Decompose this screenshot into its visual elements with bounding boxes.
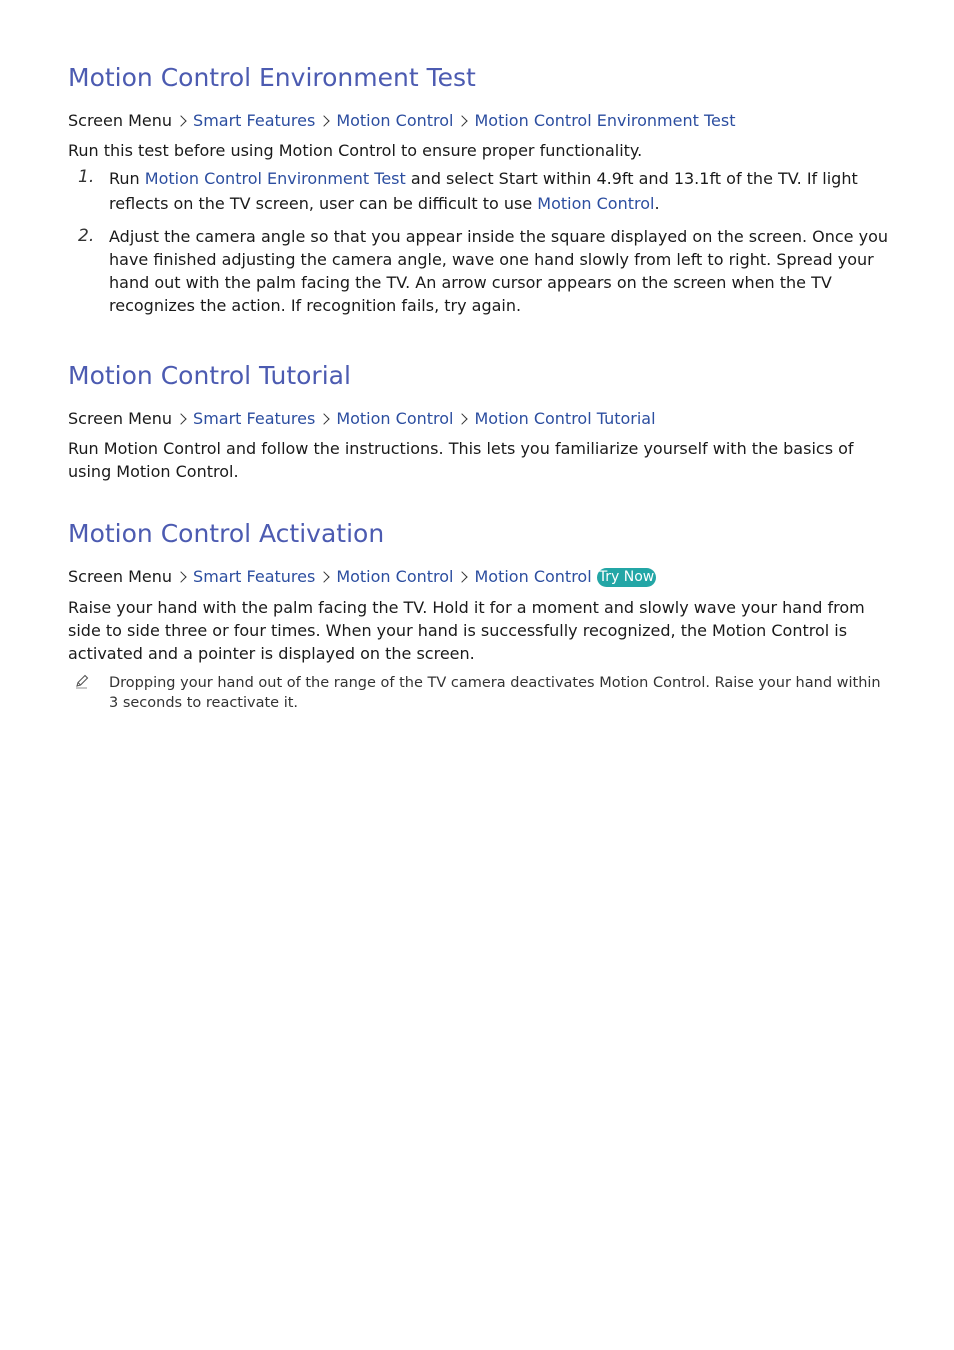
tutorial-body: Run Motion Control and follow the instructions. This lets you familiarize yourself with the basics of using Motion Control. [68,439,854,481]
breadcrumb-link-motion-control[interactable]: Motion Control [336,111,454,130]
breadcrumb [68,567,656,587]
chevron-right-icon [319,413,330,424]
section-title-environment-test: Motion Control Environment Test [68,63,476,92]
breadcrumb [68,111,736,130]
breadcrumb-link-environment-test[interactable]: Motion Control Environment Test [474,111,736,130]
breadcrumb-link-smart-features[interactable]: Smart Features [193,567,316,586]
breadcrumb-link-smart-features[interactable]: Smart Features [193,111,316,130]
try-now-button[interactable]: Try Now [598,569,655,585]
chevron-right-icon [319,115,330,126]
chevron-right-icon [175,571,186,582]
note-text: Dropping your hand out of the range of the TV camera deactivates Motion Control. Raise your hand within 3 seconds to reactivate it. [109,675,881,711]
chevron-right-icon [457,115,468,126]
step-text-part: . [654,194,660,213]
step-text: Adjust the camera angle so that you appear inside the square displayed on the screen. Once you have finished adjusting the camera angle, wave one hand slowly from left to right. Spread your hand out with the palm facing the TV. An arrow cursor appears on the screen when the TV recognizes the action. If recognition fails, try again. [109,227,888,315]
breadcrumb-link-motion-control[interactable]: Motion Control [336,409,454,428]
chevron-right-icon [457,571,468,582]
breadcrumb-root: Screen Menu [68,567,173,586]
intro-text: Run this test before using Motion Control to ensure proper functionality. [68,141,643,160]
step-text [109,166,888,216]
step-number: 2. [78,226,95,246]
breadcrumb-root: Screen Menu [68,111,173,130]
activation-body: Raise your hand with the palm facing the TV. Hold it for a moment and slowly wave your hand from side to side three or four times. When your hand is successfully recognized, the Motion Control is activated and a pointer is displayed on the screen. [68,598,865,663]
section-title-tutorial: Motion Control Tutorial [68,361,351,390]
pencil-icon [74,673,90,689]
step-1 [68,166,888,216]
step-2 [68,225,888,317]
breadcrumb-link-tutorial[interactable]: Motion Control Tutorial [474,409,656,428]
chevron-right-icon [175,413,186,424]
section-title-activation: Motion Control Activation [68,519,385,548]
step-number: 1. [78,167,95,187]
chevron-right-icon [457,413,468,424]
inline-link-environment-test[interactable]: Motion Control Environment Test [144,169,406,188]
breadcrumb-link-motion-control[interactable]: Motion Control [336,567,454,586]
breadcrumb-link-smart-features[interactable]: Smart Features [193,409,316,428]
inline-link-motion-control[interactable]: Motion Control [537,194,655,213]
step-text-part: and select Start within 4.9ft and 13.1ft of the TV. If light reflects on the TV screen, user can be difficult to use [109,169,858,213]
chevron-right-icon [319,571,330,582]
chevron-right-icon [175,115,186,126]
note [68,673,888,713]
breadcrumb [68,409,656,428]
step-text-part: Run [109,169,145,188]
breadcrumb-root: Screen Menu [68,409,173,428]
breadcrumb-link-motion-control-activation[interactable]: Motion Control [474,567,592,586]
